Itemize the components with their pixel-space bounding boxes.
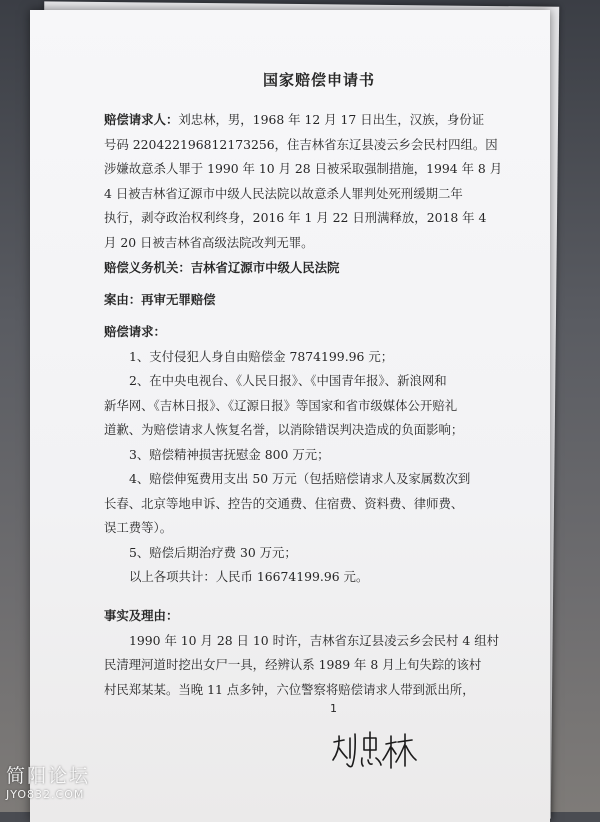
facts-label: 事实及理由： — [104, 608, 179, 623]
request-item-1: 1、支付侵犯人身自由赔偿金 7874199.96 元； — [129, 348, 394, 364]
request-total: 以上各项共计：人民币 16674199.96 元。 — [129, 569, 369, 584]
request-item-4-line: 4、赔偿伸冤费用支出 50 万元（包括赔偿请求人及家属数次到 — [129, 471, 471, 486]
page-number: 1 — [330, 702, 337, 715]
request-item-2-line: 新华网、《吉林日报》、《辽源日报》等国家和省市级媒体公开赔礼 — [104, 397, 458, 413]
facts-line: 1990 年 10 月 28 日 10 时许，吉林省东辽县凌云乡会民村 4 组村 — [129, 632, 499, 648]
request-item-2-line: 2、在中央电视台、《人民日报》、《中国青年报》、新浪网和 — [129, 373, 447, 388]
facts-section — [104, 604, 534, 702]
request-item-4-line: 误工费等）。 — [104, 520, 173, 535]
claimant-line: 4 日被吉林省辽源市中级人民法院以故意杀人罪判处死刑缓期二年 — [104, 185, 463, 201]
claimant-label: 赔偿请求人： — [104, 112, 179, 127]
claimant-line: 执行，剥夺政治权利终身，2016 年 1 月 22 日刑满释放，2018 年 4 — [104, 210, 487, 225]
cause-paragraph — [104, 288, 534, 313]
watermark-name: 简阳论坛 — [6, 765, 91, 787]
requests-label: 赔偿请求： — [104, 324, 166, 339]
facts-line: 民清理河道时挖出女尸一具，经辨认系 1989 年 8 月上旬失踪的该村 — [104, 657, 482, 672]
claimant-line: 号码 220422196812173256，住吉林省东辽县凌云乡会民村四组。因 — [104, 136, 498, 152]
claimant-line: 月 20 日被吉林省高级法院改判无罪。 — [104, 234, 314, 250]
document-title: 国家赔偿申请书 — [262, 71, 375, 89]
request-item-5: 5、赔偿后期治疗费 30 万元； — [129, 544, 297, 560]
request-item-3: 3、赔偿精神损害抚慰金 800 万元； — [129, 446, 330, 462]
cause-value: 再审无罪赔偿 — [141, 292, 216, 307]
obligor-value: 吉林省辽源市中级人民法院 — [190, 260, 340, 275]
handwritten-signature — [328, 728, 418, 774]
request-item-4-line: 长春、北京等地申诉、控告的交通费、住宿费、资料费、律师费、 — [104, 495, 464, 511]
watermark-url: JYO832.COM — [6, 788, 85, 801]
cause-label: 案由： — [104, 292, 142, 307]
claimant-first-line — [104, 108, 534, 133]
obligor-paragraph — [104, 256, 534, 281]
obligor-label: 赔偿义务机关： — [104, 260, 191, 275]
requests-section — [104, 320, 534, 590]
claimant-line: 涉嫌故意杀人罪于 1990 年 10 月 28 日被采取强制措施，1994 年 8 月 — [104, 161, 503, 176]
request-item-2-line: 道歉、为赔偿请求人恢复名誉，以消除错误判决造成的负面影响； — [104, 422, 464, 437]
claimant-paragraph — [104, 108, 534, 255]
facts-line: 村民郑某某。当晚 11 点多钟，六位警察将赔偿请求人带到派出所， — [104, 681, 475, 697]
claimant-line: 刘忠林，男，1968 年 12 月 17 日出生，汉族，身份证 — [178, 112, 485, 127]
forum-watermark — [6, 764, 90, 802]
